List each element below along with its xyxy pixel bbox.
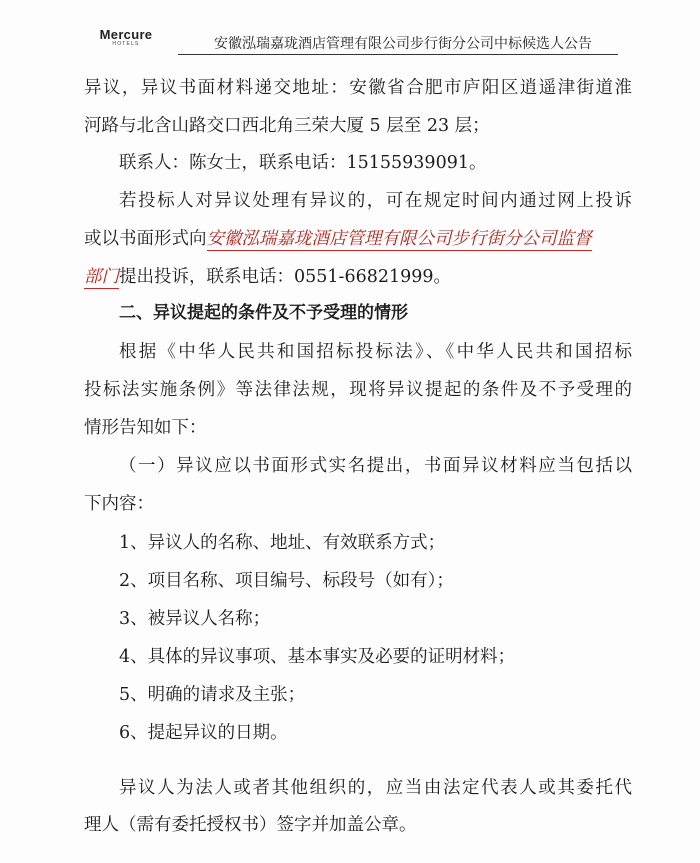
paragraph-line: [84, 227, 592, 251]
list-item: 4、具体的异议事项、基本事实及必要的证明材料；: [119, 647, 516, 667]
list-item: 2、项目名称、项目编号、标段号（如有）；: [119, 571, 454, 591]
paragraph-line: 异议人为法人或者其他组织的，应当由法定代表人或其委托代: [119, 778, 632, 798]
paragraph-line: 河路与北含山路交口西北角三荣大厦 5 层至 23 层；: [84, 116, 490, 136]
section-heading: 二、异议提起的条件及不予受理的情形: [119, 303, 408, 323]
paragraph-line: 联系人：陈女士，联系电话：15155939091。: [119, 153, 487, 173]
line-text: 或以书面形式向: [84, 229, 207, 249]
list-item: 5、明确的请求及主张；: [119, 685, 306, 705]
paragraph-line: 理人（需有委托授权书）签字并加盖公章。: [84, 815, 417, 835]
red-underlined-text: 安徽泓瑞嘉珑酒店管理有限公司步行街分公司监督: [206, 229, 592, 249]
paragraph-line: 若投标人对异议处理有异议的，可在规定时间内通过网上投诉: [119, 191, 632, 211]
paragraph-line: 情形告知如下：: [84, 418, 207, 438]
list-item: 1、异议人的名称、地址、有效联系方式；: [119, 533, 446, 553]
hotel-logo: [96, 28, 156, 48]
document-header-title: 安徽泓瑞嘉珑酒店管理有限公司步行街分公司中标候选人公告: [214, 36, 592, 52]
paragraph-line: 投标法实施条例》等法律法规，现将异议提起的条件及不予受理的: [84, 380, 632, 400]
paragraph-line: 根据《中华人民共和国招标投标法》、《中华人民共和国招标: [119, 342, 632, 362]
paragraph-line: [84, 265, 451, 289]
red-underlined-text: 部门: [84, 267, 119, 287]
paragraph-line: 异议，异议书面材料递交地址：安徽省合肥市庐阳区逍遥津街道淮: [84, 78, 632, 98]
list-item: 3、被异议人名称；: [119, 609, 271, 629]
header-divider: [178, 54, 618, 55]
line-text: 提出投诉，联系电话：0551-66821999。: [119, 267, 452, 287]
logo-sub: HOTELS: [112, 41, 140, 47]
paragraph-line: 下内容：: [84, 494, 154, 514]
paragraph-line: （一）异议应以书面形式实名提出，书面异议材料应当包括以: [119, 456, 632, 476]
logo-brand: Mercure: [99, 27, 153, 42]
list-item: 6、提起异议的日期。: [119, 723, 288, 743]
